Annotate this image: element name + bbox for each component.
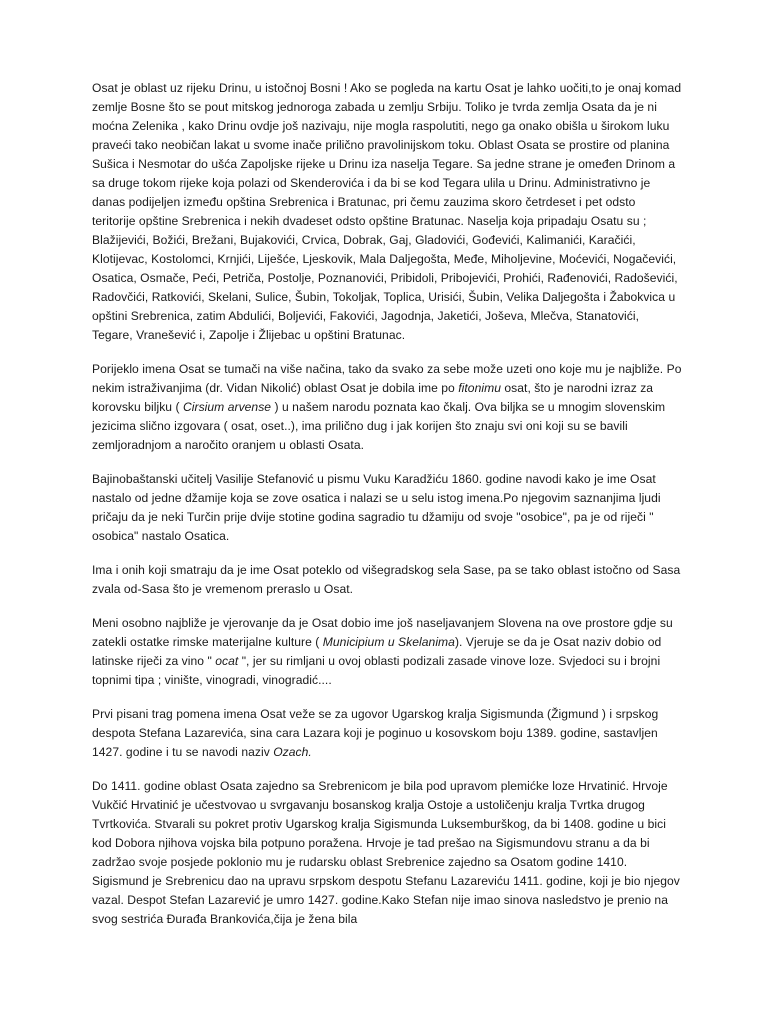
paragraph-text: Porijeklo imena Osat se tumači na više načina, tako da svako za sebe može uzeti ono koje mu je najbliže. Po nekim istraživanjima (dr. Vidan Nikolić) oblast Osat je dobila ime po [92, 362, 682, 395]
paragraph-text: osat, što je narodni izraz za korovsku biljku ( [92, 381, 654, 414]
paragraph-7 [92, 777, 682, 929]
paragraph-text: Osat je oblast uz rijeku Drinu, u istočnoj Bosni ! Ako se pogleda na kartu Osat je lahko uočiti,to je onaj komad zemlje Bosne što se pout mitskog jednoroga zabada u zemlju Srbiju. Toliko je tvrda zemlja Osata da je ni moćna Zelenika , kako Drinu ovdje još nazivaju, nije mogla raspolutiti, nego ga onako obišla u širokom luku praveći tako neobičan lakat u svome inače prilično pravolinijskom toku. Oblast Osata se prostire od planina Sušica i Nesmotar do ušća Zapoljske rijeke u Drinu iza naselja Tegare. Sa jedne strane je omeđen Drinom a sa druge tokom rijeke koja polazi od Skenderovića i da bi se kod Tegara ulila u Drinu. Administrativno je danas podijeljen između opština Srebrenica i Bratunac, pri čemu zauzima skoro četrdeset i pet odsto teritorije opštine Srebrenica i nekih dvadeset odsto opštine Bratunac. Naselja koja pripadaju Osatu su ; Blažijevići, Božići, Brežani, Bujakovići, Crvica, Dobrak, Gaj, Gladovići, Gođevići, Kalimanići, Karačići, Klotijevac, Kostolomci, Krnjići, Liješće, Ljeskovik, Mala Daljegošta, Međe, Miholjevine, Moćevići, Nogačevići, Osatica, Osmače, Peći, Petriča, Postolje, Poznanovići, Pribidoli, Pribojevići, Prohići, Rađenovići, Radoševići, Radovčići, Ratkovići, Skelani, Sulice, Šubin, Tokoljak, Toplica, Urisići, Šubin, Velika Daljegošta i Žabokvica u opštini Srebrenica, zatim Abdulići, Boljevići, Fakovići, Jagodnja, Jaketići, Joševa, Mlečva, Stanatovići, Tegare, Vranešević i, Zapolje i Žlijebac u opštini Bratunac. [92, 81, 682, 342]
paragraph-text: Ima i onih koji smatraju da je ime Osat poteklo od višegradskog sela Sase, pa se tako oblast istočno od Sasa zvala od-Sasa što je vremenom preraslo u Osat. [92, 563, 681, 596]
italic-term: ocat [215, 654, 239, 668]
paragraph-text: ) u našem narodu poznata kao čkalj. Ova biljka se u mnogim slovenskim jezicima slično izgovara ( osat, oset..), ima prilično dug i jak korijen što znaju svi oni koji su se bavili zemljoradnjom a naročito oranjem u oblasti Osata. [92, 400, 666, 452]
paragraph-3 [92, 470, 682, 546]
italic-term: Cirsium arvense [182, 400, 272, 414]
paragraph-2 [92, 360, 682, 455]
paragraph-text: Bajinobaštanski učitelj Vasilije Stefanović u pismu Vuku Karadžiću 1860. godine navodi kako je ime Osat nastalo od jedne džamije koja se zove osatica i nalazi se u selu istog imena.Po njegovim saznanjima ljudi pričaju da je neki Turčin prije dvije stotine godina sagradio tu džamiju od svoje "osobice", pa je od riječi " osobica" nastalo Osatica. [92, 472, 661, 543]
paragraph-text: Meni osobno najbliže je vjerovanje da je Osat dobio ime još naseljavanjem Slovena na ove prostore gdje su zatekli ostatke rimske materijalne kulture ( [92, 616, 673, 649]
paragraph-text: ). Vjeruje se da je Osat naziv dobio od latinske riječi za vino " [92, 635, 662, 668]
paragraph-text: Do 1411. godine oblast Osata zajedno sa Srebrenicom je bila pod upravom plemićke loze Hrvatinić. Hrvoje Vukčić Hrvatinić je učestvovao u svrgavanju bosanskog kralja Ostoje a ustoličenju kralja Tvrtka drugog Tvrtkovića. Stvarali su pokret protiv Ugarskog kralja Sigismunda Luksemburškog, da bi 1408. godine u bici kod Dobora njihova vojska bila potpuno poražena. Hrvoje je tad prešao na Sigismundovu stranu a da bi zadržao svoje posjede poklonio mu je rudarsku oblast Srebrenice zajedno sa Osatom godine 1410. Sigismund je Srebrenicu dao na upravu srpskom despotu Stefanu Lazareviću 1411. godine, koji je bio njegov vazal. Despot Stefan Lazarević je umro 1427. godine.Kako Stefan nije imao sinova nasledstvo je prenio na svog sestrića Đurađa Brankovića,čija je žena bila [92, 779, 680, 926]
italic-term: fitonimu [458, 381, 501, 395]
paragraph-6 [92, 705, 682, 762]
paragraph-text: Prvi pisani trag pomena imena Osat veže se za ugovor Ugarskog kralja Sigismunda (Žigmund ) i srpskog despota Stefana Lazarevića, sina cara Lazara koji je poginuo u kosovskom boju 1389. godine, sastavljen 1427. godine i tu se navodi naziv [92, 707, 659, 759]
paragraph-5 [92, 614, 682, 690]
paragraph-1 [92, 79, 682, 345]
document-body [92, 79, 682, 944]
paragraph-4 [92, 561, 682, 599]
paragraph-text: ", jer su rimljani u ovoj oblasti podizali zasade vinove loze. Svjedoci su i brojni topnimi tipa ; vinište, vinogradi, vinogradić.... [92, 654, 661, 687]
italic-term: Ozach. [273, 745, 312, 759]
italic-term: Municipium u Skelanima [322, 635, 455, 649]
